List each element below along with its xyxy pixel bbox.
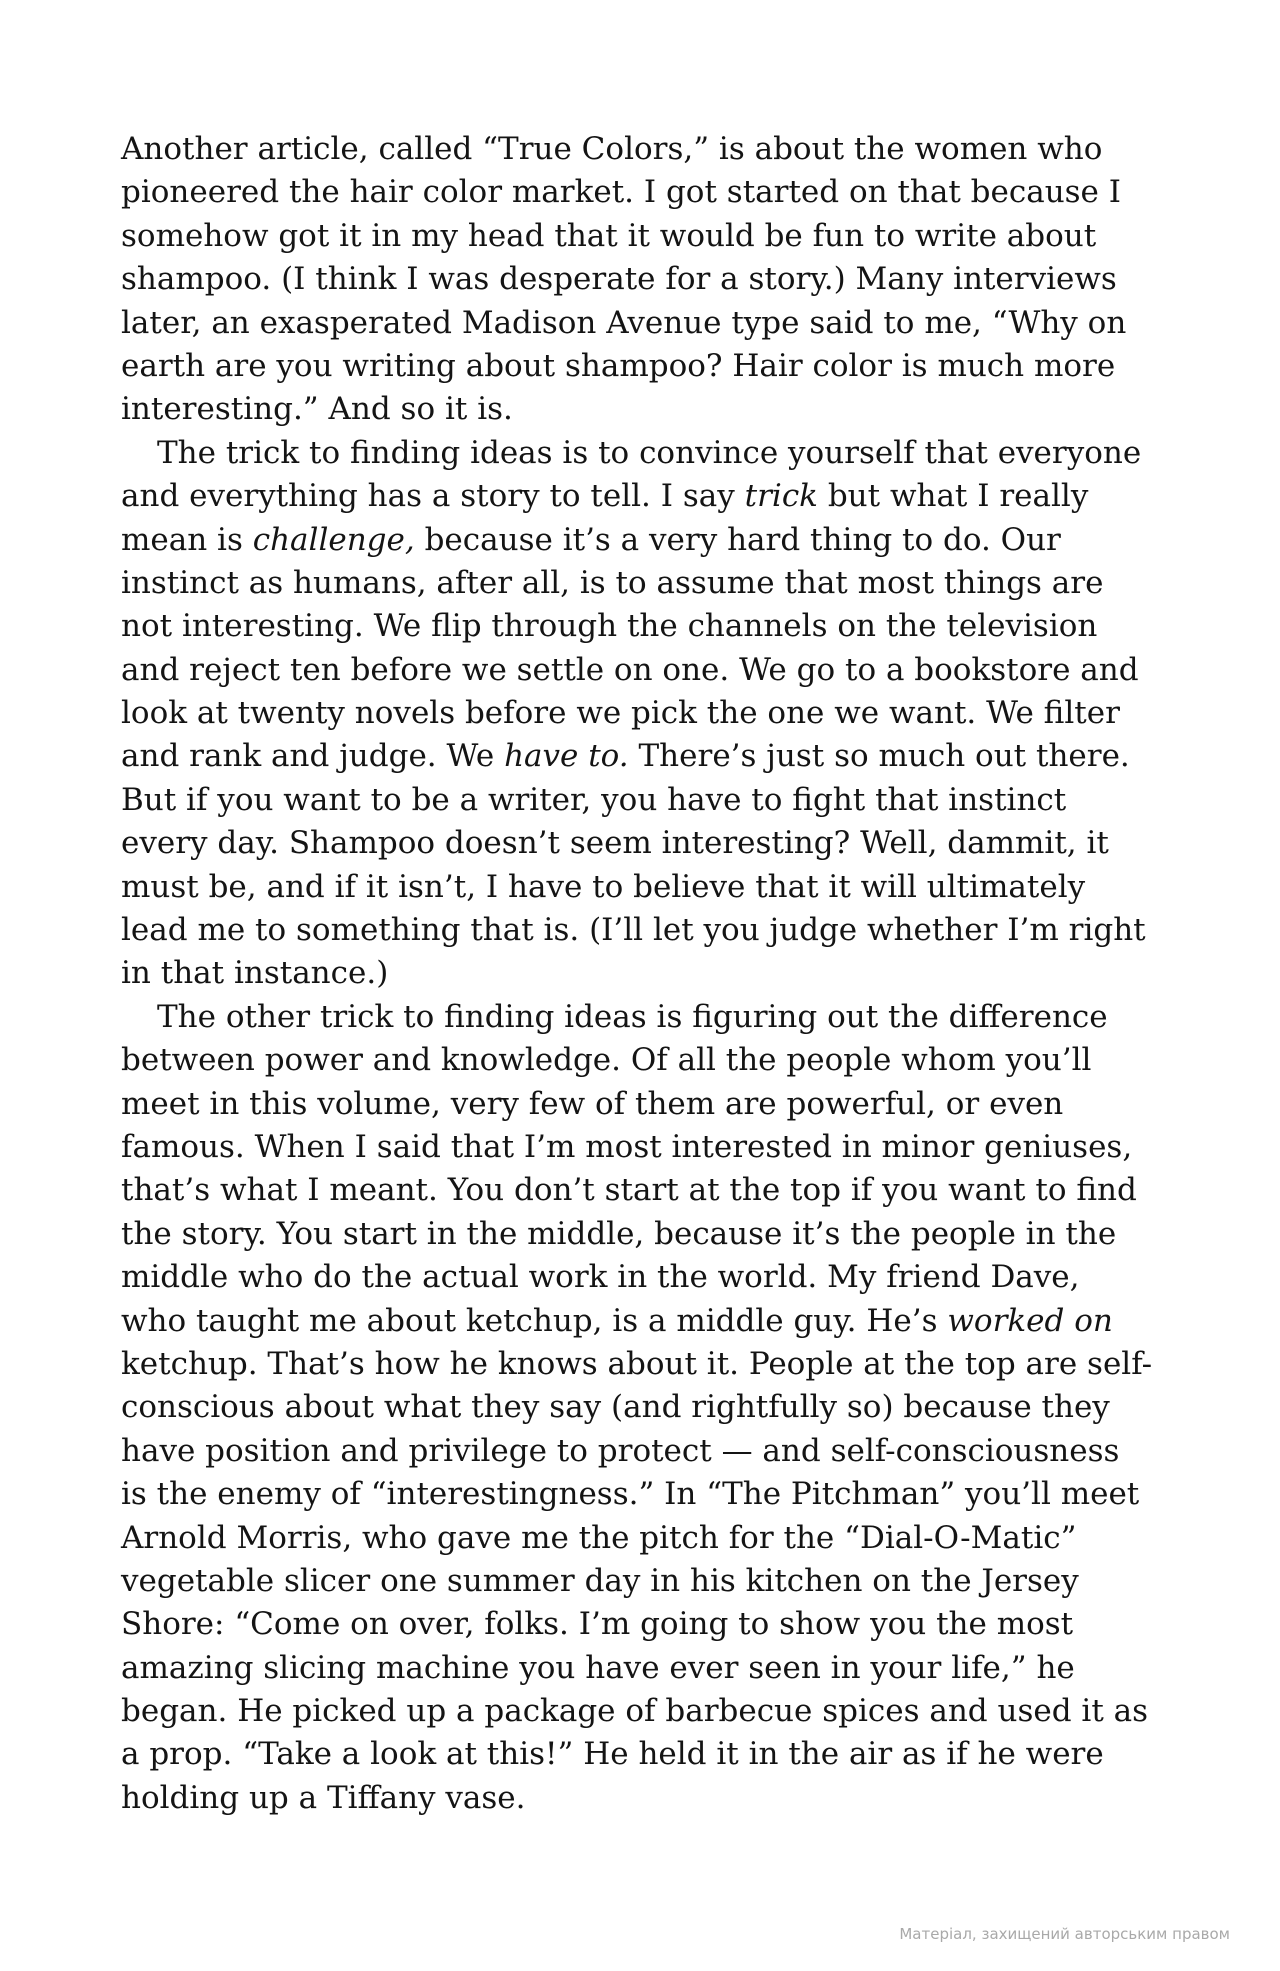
- text-line: mean is challenge, because it’s a very hard thing to do. Our: [121, 521, 1061, 558]
- text-line: not interesting. We flip through the channels on the television: [121, 608, 1098, 645]
- text-line: famous. When I said that I’m most interested in minor geniuses,: [121, 1128, 1133, 1165]
- text-line: interesting.” And so it is.: [121, 391, 513, 428]
- text-line: middle who do the actual work in the world. My friend Dave,: [121, 1259, 1080, 1296]
- copyright-watermark: Матеріал, захищений авторським правом: [899, 1925, 1230, 1943]
- text-line: Arnold Morris, who gave me the pitch for the “Dial-O-Matic”: [121, 1519, 1077, 1556]
- text-line: earth are you writing about shampoo? Hair color is much more: [121, 347, 1116, 384]
- text-line: and everything has a story to tell. I say trick but what I really: [121, 478, 1089, 515]
- text-line: a prop. “Take a look at this!” He held it in the air as if he were: [121, 1736, 1104, 1773]
- text-line: Another article, called “True Colors,” is about the women who: [121, 131, 1103, 167]
- text-line: meet in this volume, very few of them are powerful, or even: [121, 1085, 1064, 1122]
- text-line: Shore: “Come on over, folks. I’m going to show you the most: [121, 1606, 1074, 1643]
- italic-emphasis: trick: [744, 478, 818, 515]
- text-line: But if you want to be a writer, you have to fight that instinct: [121, 781, 1067, 818]
- text-line: later, an exasperated Madison Avenue type said to me, “Why on: [121, 304, 1127, 341]
- text-line: vegetable slicer one summer day in his kitchen on the Jersey: [121, 1562, 1079, 1599]
- text-line: that’s what I meant. You don’t start at the top if you want to find: [121, 1172, 1137, 1209]
- paragraph-start-line: The trick to finding ideas is to convince yourself that everyone: [157, 434, 1142, 471]
- italic-emphasis: have to.: [504, 738, 629, 775]
- text-line: who taught me about ketchup, is a middle guy. He’s worked on: [121, 1302, 1113, 1339]
- text-line: the story. You start in the middle, because it’s the people in the: [121, 1215, 1117, 1252]
- paragraph-start-line: The other trick to finding ideas is figuring out the difference: [157, 998, 1108, 1035]
- text-line: lead me to something that is. (I’ll let you judge whether I’m right: [121, 912, 1146, 949]
- text-line: must be, and if it isn’t, I have to believe that it will ultimately: [121, 868, 1086, 905]
- text-line: in that instance.): [121, 955, 389, 992]
- text-line: holding up a Tiffany vase.: [121, 1779, 526, 1816]
- text-line: ketchup. That’s how he knows about it. People at the top are self-: [121, 1345, 1153, 1382]
- body-text: [121, 128, 1166, 1820]
- text-line: instinct as humans, after all, is to assume that most things are: [121, 564, 1104, 601]
- text-line: and reject ten before we settle on one. We go to a bookstore and: [121, 651, 1139, 688]
- text-line: is the enemy of “interestingness.” In “The Pitchman” you’ll meet: [121, 1476, 1140, 1513]
- text-line: began. He picked up a package of barbecue spices and used it as: [121, 1693, 1149, 1730]
- text-line: look at twenty novels before we pick the one we want. We filter: [121, 695, 1120, 732]
- text-line: somehow got it in my head that it would be fun to write about: [121, 217, 1097, 254]
- text-line: between power and knowledge. Of all the people whom you’ll: [121, 1042, 1092, 1079]
- text-line: and rank and judge. We have to. There’s just so much out there.: [121, 738, 1130, 775]
- text-line: pioneered the hair color market. I got started on that because I: [121, 174, 1122, 211]
- text-line: conscious about what they say (and rightfully so) because they: [121, 1389, 1110, 1426]
- italic-emphasis: challenge,: [252, 521, 415, 558]
- text-line: shampoo. (I think I was desperate for a story.) Many interviews: [121, 261, 1117, 298]
- text-line: have position and privilege to protect — and self-consciousness: [121, 1432, 1120, 1469]
- italic-emphasis: worked on: [947, 1302, 1113, 1339]
- text-line: every day. Shampoo doesn’t seem interesting? Well, dammit, it: [121, 825, 1109, 862]
- text-line: amazing slicing machine you have ever seen in your life,” he: [121, 1649, 1075, 1686]
